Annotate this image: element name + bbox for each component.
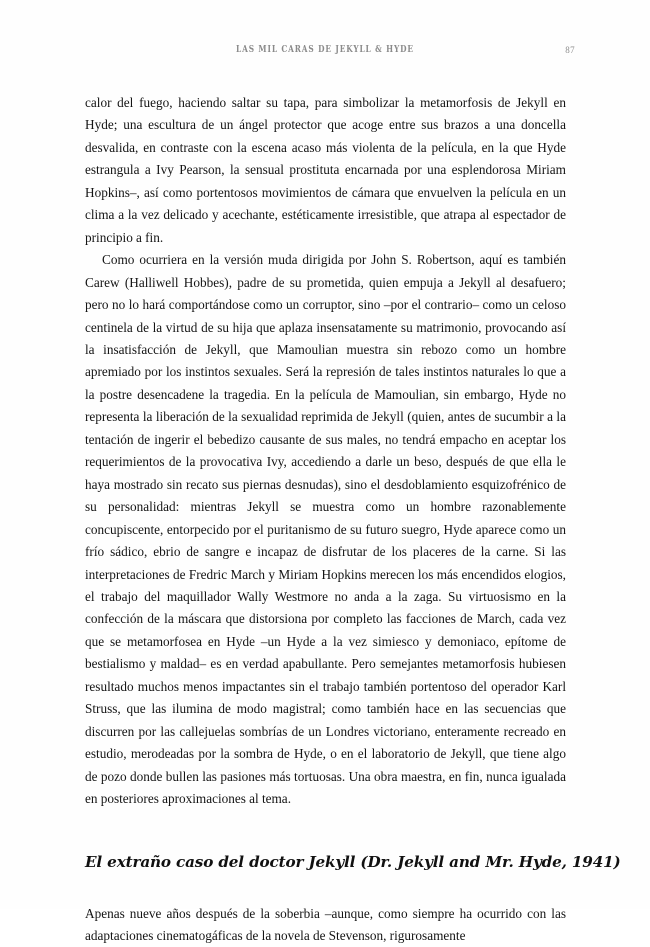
heading-spacer bbox=[85, 811, 566, 851]
heading-spacer-after bbox=[85, 873, 566, 903]
running-head bbox=[85, 44, 565, 60]
page-number: 87 bbox=[565, 45, 575, 55]
paragraph-mamoulian-analysis: Como ocurriera en la versión muda dirigida por John S. Robertson, aquí es también Carew (Halliwell Hobbes), padre de su prometida, quien empuja a Jekyll al desafuero; pero no lo hará comportándose como un corruptor, sino –por el contrario– como un celoso centinela de la virtud de su hija que aplaza insensatamente su matrimonio, provocando así la insatisfacción de Jekyll, que Mamoulian muestra sin rebozo como un hombre apremiado por los instintos sexuales. Será la represión de tales instintos naturales lo que a la postre desencadene la tragedia. En la película de Mamoulian, sin embargo, Hyde no representa la liberación de la sexualidad reprimida de Jekyll (quien, antes de sucumbir a la tentación de ingerir el bebedizo causante de sus males, no tendrá empacho en aceptar los requerimientos de la provocativa Ivy, accediendo a darle un beso, después de que ella le haya mostrado sin recato sus piernas desnudas), sino el desdoblamiento esquizofrénico de su personalidad: mientras Jekyll se muestra como un hombre razonablemente concupiscente, entorpecido por el puritanismo de su futuro suegro, Hyde aparece como un frío sádico, ebrio de sangre e incapaz de disfrutar de los placeres de la carne. Si las interpretaciones de Fredric March y Miriam Hopkins merecen los más encendidos elogios, el trabajo del maquillador Wally Westmore no anda a la zaga. Su virtuosismo en la confección de la máscara que distorsiona por completo las facciones de March, cada vez que se metamorfosea en Hyde –un Hyde a la vez simiesco y demoniaco, epítome de bestialismo y maldad– es en verdad apabullante. Pero semejantes metamorfosis hubiesen resultado muchos menos impactantes sin el trabajo también portentoso del operador Karl Struss, que las ilumina de modo magistral; como también hace en las secuencias que discurren por las callejuelas sombrías de un Londres victoriano, enteramente recreado en estudio, merodeadas por la sombra de Hyde, o en el laboratorio de Jekyll, que tiene algo de pozo donde bullen las pasiones más tortuosas. Una obra maestra, en fin, nunca igualada en posteriores aproximaciones al tema. bbox=[85, 249, 566, 810]
text-block bbox=[85, 92, 566, 947]
running-head-title: LAS MIL CARAS DE JEKYLL & HYDE bbox=[85, 43, 565, 54]
section-heading: El extraño caso del doctor Jekyll (Dr. Jekyll and Mr. Hyde, 1941) bbox=[85, 851, 566, 873]
paragraph-section-opening: Apenas nueve años después de la soberbia –aunque, como siempre ha ocurrido con las adaptaciones cinematogáficas de la novela de Stevenson, rigurosamente bbox=[85, 903, 566, 947]
paragraph-continuation: calor del fuego, haciendo saltar su tapa, para simbolizar la metamorfosis de Jekyll en Hyde; una escultura de un ángel protector que acoge entre sus brazos a una doncella desvalida, en contraste con la escena acaso más violenta de la película, en la que Hyde estrangula a Ivy Pearson, la sensual prostituta encarnada por una esplendorosa Miriam Hopkins–, así como portentosos movimientos de cámara que envuelven la película en un clima a la vez delicado y acechante, estéticamente irresistible, que atrapa al espectador de principio a fin. bbox=[85, 92, 566, 249]
